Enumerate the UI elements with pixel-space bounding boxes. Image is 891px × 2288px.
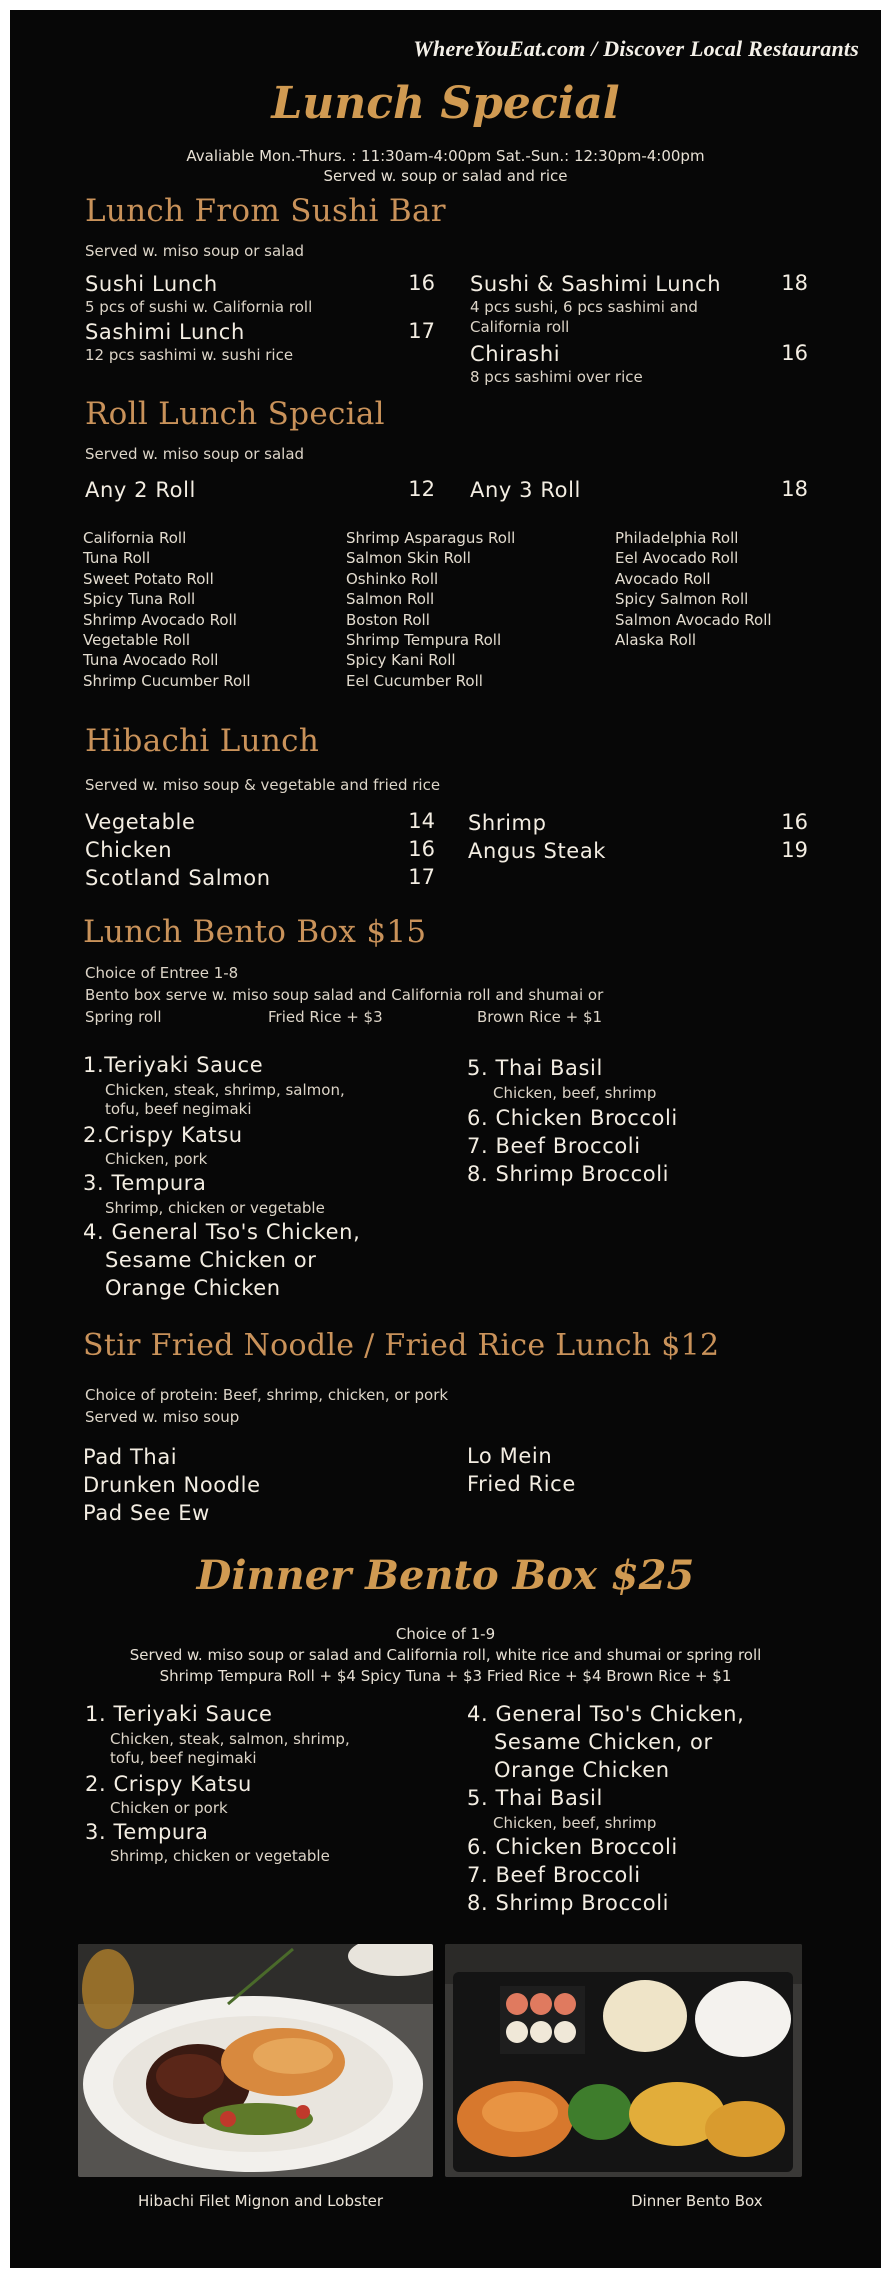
sashimi-lunch-name: Sashimi Lunch <box>85 320 245 344</box>
watermark: WhereYouEat.com / Discover Local Restaurants <box>413 36 859 61</box>
noodle-line-2: Served w. miso soup <box>85 1408 240 1426</box>
sashimi-lunch-price: 17 <box>408 319 435 343</box>
dinner-bento-entree-5-desc: Chicken, beef, shrimp <box>493 1814 657 1832</box>
list-item: Spicy Tuna Roll <box>83 590 196 609</box>
chirashi-desc: 8 pcs sashimi over rice <box>470 368 643 386</box>
dinner-bento-entree-1-desc-2: tofu, beef negimaki <box>110 1749 257 1767</box>
list-item: Avocado Roll <box>615 569 711 588</box>
dinner-bento-entree-2-desc: Chicken or pork <box>110 1799 228 1817</box>
dinner-bento-entree-5: 5. Thai Basil <box>467 1786 603 1810</box>
lunch-bento-line-3: Spring roll <box>85 1008 162 1026</box>
dinner-bento-box-photo <box>445 1944 802 2177</box>
list-item: Shrimp Avocado Roll <box>83 610 237 629</box>
list-item: Vegetable Roll <box>83 631 191 650</box>
list-item: Spicy Kani Roll <box>346 651 456 670</box>
any-2-roll-name: Any 2 Roll <box>85 478 196 502</box>
dinner-bento-entree-1: 1. Teriyaki Sauce <box>85 1702 273 1726</box>
lunch-special-title: Lunch Special <box>271 78 620 129</box>
sushi-bar-subtitle: Served w. miso soup or salad <box>85 242 305 260</box>
dinner-bento-entree-6: 6. Chicken Broccoli <box>467 1835 678 1859</box>
roll-lunch-subtitle: Served w. miso soup or salad <box>85 445 305 463</box>
sushi-lunch-desc: 5 pcs of sushi w. California roll <box>85 298 313 316</box>
lunch-bento-entree-4: 4. General Tso's Chicken, <box>83 1220 361 1244</box>
hibachi-salmon: Scotland Salmon <box>85 866 271 890</box>
noodle-title: Stir Fried Noodle / Fried Rice Lunch $12 <box>83 1328 720 1363</box>
dinner-bento-entree-8: 8. Shrimp Broccoli <box>467 1891 670 1915</box>
hibachi-vegetable-price: 14 <box>408 809 435 833</box>
lunch-bento-entree-5-desc: Chicken, beef, shrimp <box>493 1084 657 1102</box>
lunch-bento-entree-3: 3. Tempura <box>83 1171 207 1195</box>
lunch-bento-entree-4-line-2: Sesame Chicken or <box>105 1248 317 1272</box>
roll-list-col-1 <box>83 528 251 691</box>
dinner-bento-entree-7: 7. Beef Broccoli <box>467 1863 641 1887</box>
hibachi-vegetable: Vegetable <box>85 810 196 834</box>
lunch-bento-entree-1-desc-2: tofu, beef negimaki <box>105 1100 252 1118</box>
hibachi-shrimp: Shrimp <box>468 811 547 835</box>
dinner-bento-entree-3-desc: Shrimp, chicken or vegetable <box>110 1847 330 1865</box>
list-item: Alaska Roll <box>615 631 697 650</box>
hibachi-angus-steak: Angus Steak <box>468 839 607 863</box>
lunch-bento-entree-4-line-3: Orange Chicken <box>105 1276 281 1300</box>
sushi-lunch-price: 16 <box>408 271 435 295</box>
list-item: California Roll <box>83 529 187 547</box>
hibachi-photo-caption: Hibachi Filet Mignon and Lobster <box>138 2192 384 2210</box>
list-item: Eel Avocado Roll <box>615 549 739 568</box>
hibachi-chicken-price: 16 <box>408 837 435 861</box>
list-item: Spicy Salmon Roll <box>615 590 749 609</box>
hibachi-chicken: Chicken <box>85 838 173 862</box>
sushi-sashimi-lunch-desc-2: California roll <box>470 318 570 336</box>
sushi-sashimi-lunch-price: 18 <box>781 271 808 295</box>
hours-text: Avaliable Mon.-Thurs. : 11:30am-4:00pm Sat.-Sun.: 12:30pm-4:00pm <box>186 147 705 165</box>
roll-lunch-title: Roll Lunch Special <box>85 396 385 432</box>
noodle-left-2: Drunken Noodle <box>83 1473 261 1497</box>
list-item: Shrimp Tempura Roll <box>346 631 502 650</box>
lunch-bento-entree-8: 8. Shrimp Broccoli <box>467 1162 670 1186</box>
dinner-bento-line-3: Shrimp Tempura Roll + $4 Spicy Tuna + $3 Fried Rice + $4 Brown Rice + $1 <box>159 1667 732 1685</box>
lunch-bento-title: Lunch Bento Box $15 <box>83 914 427 950</box>
lunch-bento-entree-6: 6. Chicken Broccoli <box>467 1106 678 1130</box>
roll-list-col-3 <box>615 528 772 650</box>
list-item: Boston Roll <box>346 610 430 629</box>
dinner-bento-entree-2: 2. Crispy Katsu <box>85 1772 252 1796</box>
dinner-bento-line-1: Choice of 1-9 <box>395 1625 496 1643</box>
noodle-left-1: Pad Thai <box>83 1445 178 1469</box>
lunch-bento-entree-7: 7. Beef Broccoli <box>467 1134 641 1158</box>
any-3-roll-name: Any 3 Roll <box>470 478 581 502</box>
chirashi-price: 16 <box>781 341 808 365</box>
dinner-bento-title: Dinner Bento Box $25 <box>196 1552 695 1599</box>
list-item: Philadelphia Roll <box>615 529 739 547</box>
roll-list-col-2 <box>346 528 515 691</box>
lunch-bento-entree-1: 1.Teriyaki Sauce <box>83 1053 264 1077</box>
hibachi-shrimp-price: 16 <box>781 810 808 834</box>
sushi-lunch-name: Sushi Lunch <box>85 272 218 296</box>
list-item: Shrimp Asparagus Roll <box>346 529 516 547</box>
list-item: Salmon Avocado Roll <box>615 610 772 629</box>
lunch-bento-brown-rice: Brown Rice + $1 <box>477 1008 603 1026</box>
lunch-bento-line-1: Choice of Entree 1-8 <box>85 964 239 982</box>
sashimi-lunch-desc: 12 pcs sashimi w. sushi rice <box>85 346 294 364</box>
list-item: Tuna Avocado Roll <box>83 651 219 670</box>
hibachi-title: Hibachi Lunch <box>85 723 320 759</box>
menu-page <box>10 10 881 2268</box>
noodle-right-1: Lo Mein <box>467 1444 553 1468</box>
list-item: Sweet Potato Roll <box>83 569 214 588</box>
hibachi-filet-mignon-photo <box>78 1944 433 2177</box>
noodle-right-2: Fried Rice <box>467 1472 576 1496</box>
dinner-bento-entree-1-desc: Chicken, steak, salmon, shrimp, <box>110 1730 350 1748</box>
lunch-bento-line-2: Bento box serve w. miso soup salad and California roll and shumai or <box>85 986 604 1004</box>
hibachi-salmon-price: 17 <box>408 865 435 889</box>
list-item: Tuna Roll <box>83 549 151 568</box>
dinner-bento-entree-4-line-2: Sesame Chicken, or <box>494 1730 713 1754</box>
lunch-bento-fried-rice: Fried Rice + $3 <box>268 1008 383 1026</box>
bento-box-illustration <box>445 1944 802 2177</box>
hibachi-angus-steak-price: 19 <box>781 838 808 862</box>
noodle-line-1: Choice of protein: Beef, shrimp, chicken, or pork <box>85 1386 449 1404</box>
lunch-bento-entree-1-desc: Chicken, steak, shrimp, salmon, <box>105 1081 345 1099</box>
dinner-bento-entree-3: 3. Tempura <box>85 1820 209 1844</box>
lunch-bento-entree-3-desc: Shrimp, chicken or vegetable <box>105 1199 325 1217</box>
served-text: Served w. soup or salad and rice <box>323 167 568 185</box>
chirashi-name: Chirashi <box>470 342 561 366</box>
any-3-roll-price: 18 <box>781 477 808 501</box>
sushi-sashimi-lunch-desc: 4 pcs sushi, 6 pcs sashimi and <box>470 298 698 316</box>
list-item: Oshinko Roll <box>346 569 439 588</box>
hibachi-subtitle: Served w. miso soup & vegetable and fried rice <box>85 776 441 794</box>
lunch-bento-entree-5: 5. Thai Basil <box>467 1056 603 1080</box>
list-item: Salmon Roll <box>346 590 435 609</box>
dinner-bento-line-2: Served w. miso soup or salad and California roll, white rice and shumai or spring roll <box>129 1646 762 1664</box>
lunch-bento-entree-2: 2.Crispy Katsu <box>83 1123 243 1147</box>
noodle-left-3: Pad See Ew <box>83 1501 210 1525</box>
hibachi-plate-illustration <box>78 1944 433 2177</box>
sushi-sashimi-lunch-name: Sushi & Sashimi Lunch <box>470 272 722 296</box>
bento-photo-caption: Dinner Bento Box <box>631 2192 763 2210</box>
dinner-bento-entree-4-line-3: Orange Chicken <box>494 1758 670 1782</box>
any-2-roll-price: 12 <box>408 477 435 501</box>
dinner-bento-entree-4: 4. General Tso's Chicken, <box>467 1702 745 1726</box>
list-item: Eel Cucumber Roll <box>346 671 483 690</box>
sushi-bar-title: Lunch From Sushi Bar <box>85 193 446 229</box>
list-item: Salmon Skin Roll <box>346 549 471 568</box>
lunch-bento-entree-2-desc: Chicken, pork <box>105 1150 208 1168</box>
list-item: Shrimp Cucumber Roll <box>83 671 251 690</box>
